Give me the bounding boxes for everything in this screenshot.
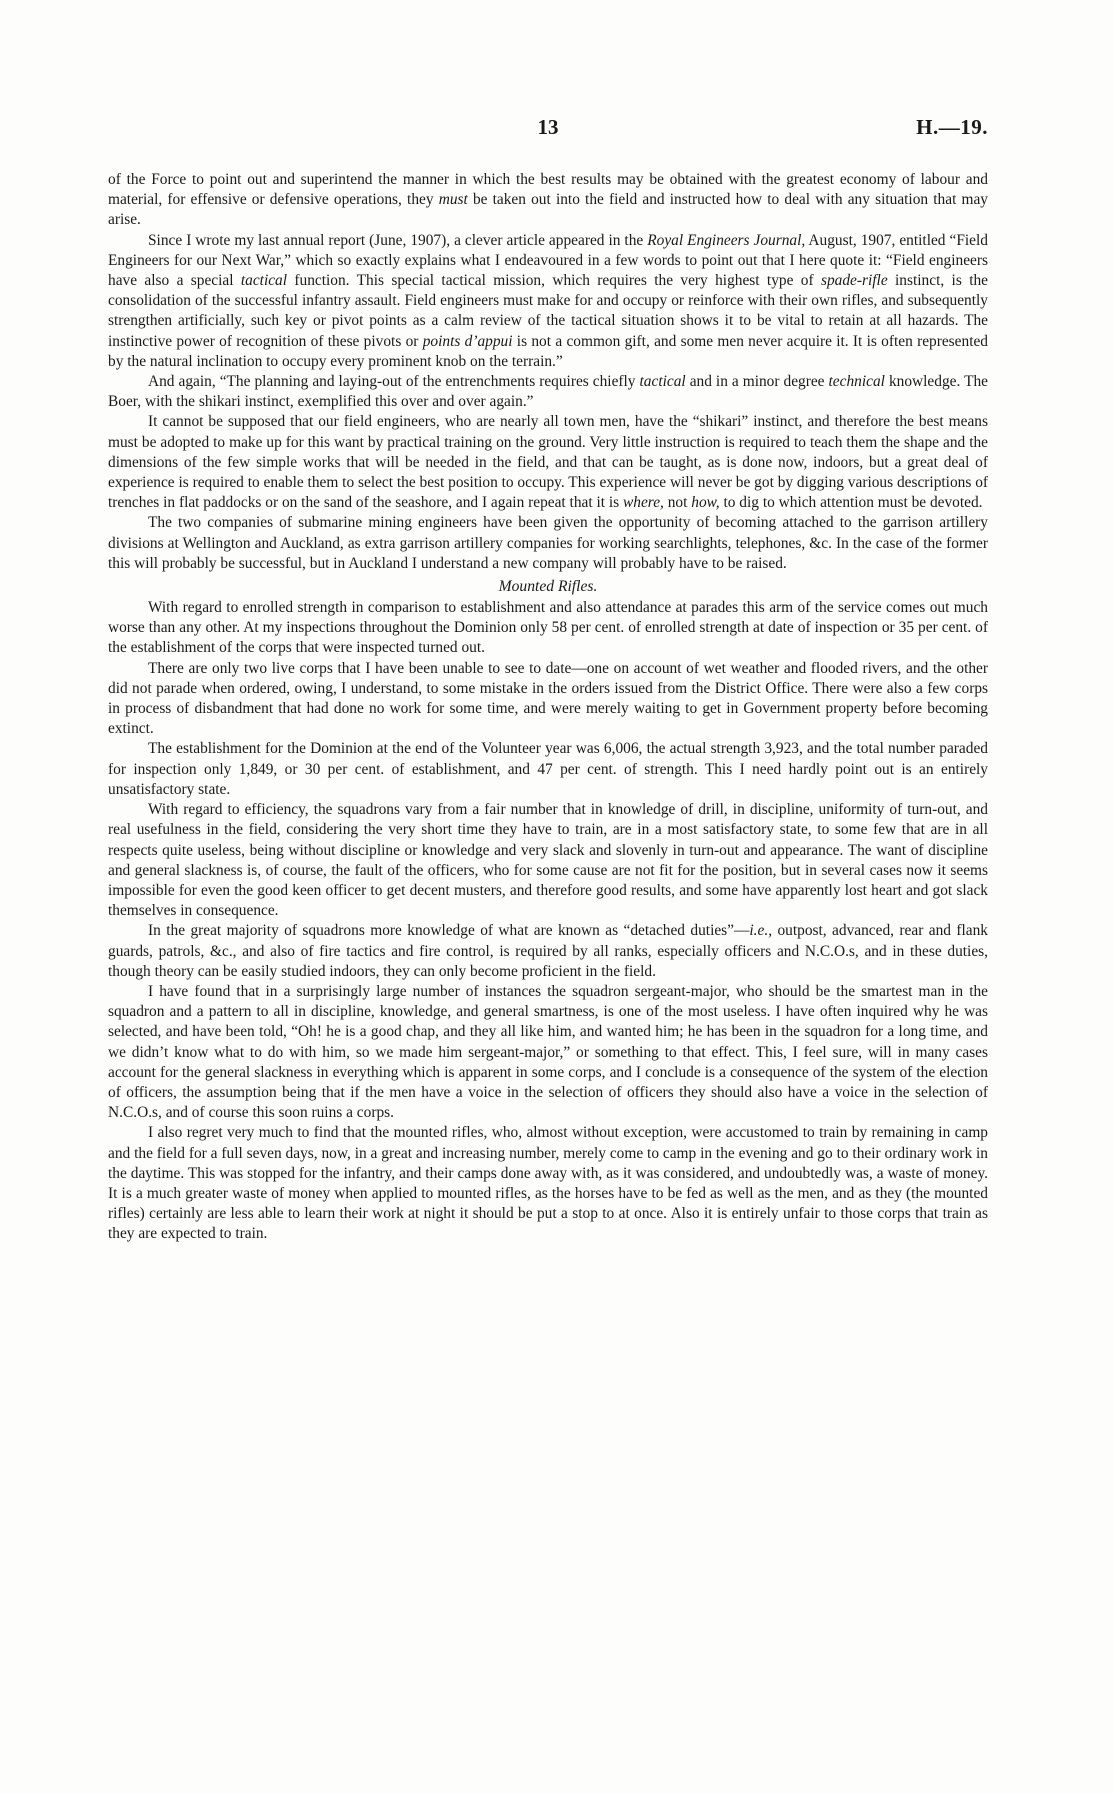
italic-text: tactical	[639, 373, 686, 391]
document-reference: H.—19.	[916, 115, 988, 139]
italic-text: where,	[623, 494, 664, 512]
paragraph	[108, 800, 988, 921]
page-header	[108, 115, 988, 149]
text-run: function. This special tactical mission, which requires the very highest type of	[287, 272, 821, 290]
text-run: I also regret very much to find that the mounted rifles, who, almost without exception, were accustomed to train by remaining in camp and the field for a full seven days, now, in a great and increasing number, merely come to camp in the evening and go to their ordinary work in the daytime. This was stopped for the infantry, and their camps done away with, as it was considered, and undoubtedly was, a waste of money. It is a much greater waste of money when applied to mounted rifles, as the horses have to be fed as well as the men, and as they (the mounted rifles) certainly are less able to learn their work at night it should be put a stop to at once. Also it is entirely unfair to those corps that train as they are expected to train.	[108, 1124, 988, 1243]
text-run: is not a common gift, and some men never acquire it. It is often represented by the natural inclination to occupy every prominent knob on the terrain.”	[108, 332, 988, 370]
text-run: I have found that in a surprisingly large number of instances the squadron sergeant-major, who should be the smartest man in the squadron and a pattern to all in discipline, knowledge, and general smartness, is one of the most useless. I have often inquired why he was selected, and have been told, “Oh! he is a good chap, and they all like him, and wanted him; he has been in the squadron for a long time, and we didn’t know what to do with him, so we made him sergeant-major,” or something to that effect. This, I feel sure, will in many cases account for the general slackness in everything which is apparent in some corps, and I conclude is a consequence of the system of the election of officers, the assumption being that if the men have a voice in the selection of officers they should also have a voice in the selection of N.C.O.s, and of course this soon ruins a corps.	[108, 982, 988, 1122]
text-run: and in a minor degree	[685, 373, 829, 391]
italic-text: how,	[691, 494, 720, 512]
text-run: August, 1907, entitled “Field Engineers for our Next War,” which so exactly explains what I endeavoured in a few words to point out that I here quote it: “Field engineers have also a special	[108, 231, 988, 290]
italic-text: technical	[828, 373, 885, 391]
paragraph	[108, 739, 988, 800]
italic-text: tactical	[240, 272, 288, 290]
text-run: Since I wrote my last annual report (June, 1907), a clever article appeared in the	[148, 231, 648, 249]
body-text	[108, 170, 988, 1245]
text-run: With regard to enrolled strength in comparison to establishment and also attendance at parades this arm of the service comes out much worse than any other. At my inspections throughout the Dominion only 58 per cent. of enrolled strength at date of inspection or 35 per cent. of the establishment of the corps that were inspected turned out.	[108, 599, 988, 657]
paragraph	[108, 412, 988, 513]
paragraph	[108, 1123, 988, 1244]
italic-text: Royal Engineers Journal,	[647, 231, 806, 249]
page-number: 13	[537, 115, 559, 139]
italic-text: points d’appui	[422, 332, 513, 350]
italic-text: i.e.,	[749, 922, 773, 940]
text-run: instinct, is the consolidation of the successful infantry assault. Field engineers must make for and occupy or reinforce with their own rifles, and subsequently strengthen artificially, such key or pivot points as a calm review of the tactical situation shows it to be vital to retain at all hazards. The instinctive power of recognition of these pivots or	[108, 272, 988, 350]
text-run: It cannot be supposed that our field engineers, who are nearly all town men, have the “shikari” instinct, and therefore the best means must be adopted to make up for this want by practical training on the ground. Very little instruction is required to teach them the shape and the dimensions of the few simple works that will be needed in the field, and that can be taught, as is done now, indoors, but a great deal of experience is required to enable them to select the best position to occupy. This experience will never be got by digging various descriptions of trenches in flat paddocks or on the sand of the seashore, and I again repeat that it is	[108, 413, 989, 512]
text-run: outpost, advanced, rear and flank guards, patrols, &c., and also of fire tactics and fire control, is required by all ranks, especially officers and N.C.O.s, and in these duties, though theory can be easily studied indoors, they can only become proficient in the field.	[108, 922, 988, 980]
paragraph	[108, 921, 988, 982]
text-run: not	[663, 494, 692, 512]
text-run: And again, “The planning and laying-out of the entrenchments requires chiefly	[148, 373, 640, 391]
paragraph	[108, 982, 988, 1123]
italic-text: spade-rifle	[820, 272, 888, 290]
text-run: There are only two live corps that I have been unable to see to date—one on account of wet weather and flooded rivers, and the other did not parade when ordered, owing, I understand, to some mistake in the orders issued from the District Office. There were also a few corps in process of disbandment that had done no work for some time, and were merely waiting to get in Government property before becoming extinct.	[108, 659, 988, 738]
paragraph	[108, 231, 988, 372]
italic-text: must	[438, 191, 468, 209]
text-run: With regard to efficiency, the squadrons vary from a fair number that in knowledge of drill, in discipline, uniformity of turn-out, and real usefulness in the field, considering the very short time they have to train, are in a most satisfactory state, to some few that are in all respects quite useless, being without discipline or knowledge and very slack and slovenly in turn-out and appearance. The want of discipline and general slackness is, of course, the fault of the officers, who for some cause are not fit for the position, but in several cases now it seems impossible for even the good keen officer to get decent musters, and therefore good results, and some have apparently lost heart and got slack themselves in consequence.	[108, 801, 988, 920]
text-run: be taken out into the field and instructed how to deal with any situation that may arise.	[108, 191, 988, 229]
section-heading: Mounted Rifles.	[498, 578, 598, 596]
paragraph	[108, 513, 988, 574]
paragraph	[108, 659, 988, 740]
text-run: of the Force to point out and superintend the manner in which the best results may be obtained with the greatest economy of labour and material, for effensive or defensive operations, they	[108, 171, 988, 209]
paragraph	[108, 170, 988, 231]
paragraph	[108, 372, 988, 412]
text-run: knowledge. The Boer, with the shikari instinct, exemplified this over and over again.”	[108, 373, 988, 411]
text-run: In the great majority of squadrons more knowledge of what are known as “detached duties”—	[148, 922, 750, 940]
text-run: The two companies of submarine mining engineers have been given the opportunity of becoming attached to the garrison artillery divisions at Wellington and Auckland, as extra garrison artillery companies for working searchlights, telephones, &c. In the case of the former this will probably be successful, but in Auckland I understand a new company will probably have to be raised.	[108, 514, 988, 572]
text-run: The establishment for the Dominion at the end of the Volunteer year was 6,006, the actual strength 3,923, and the total number paraded for inspection only 1,849, or 30 per cent. of establishment, and 47 per cent. of strength. This I need hardly point out is an entirely unsatisfactory state.	[108, 740, 988, 798]
text-run: to dig to which attention must be devoted.	[719, 494, 983, 512]
paragraph	[108, 598, 988, 659]
